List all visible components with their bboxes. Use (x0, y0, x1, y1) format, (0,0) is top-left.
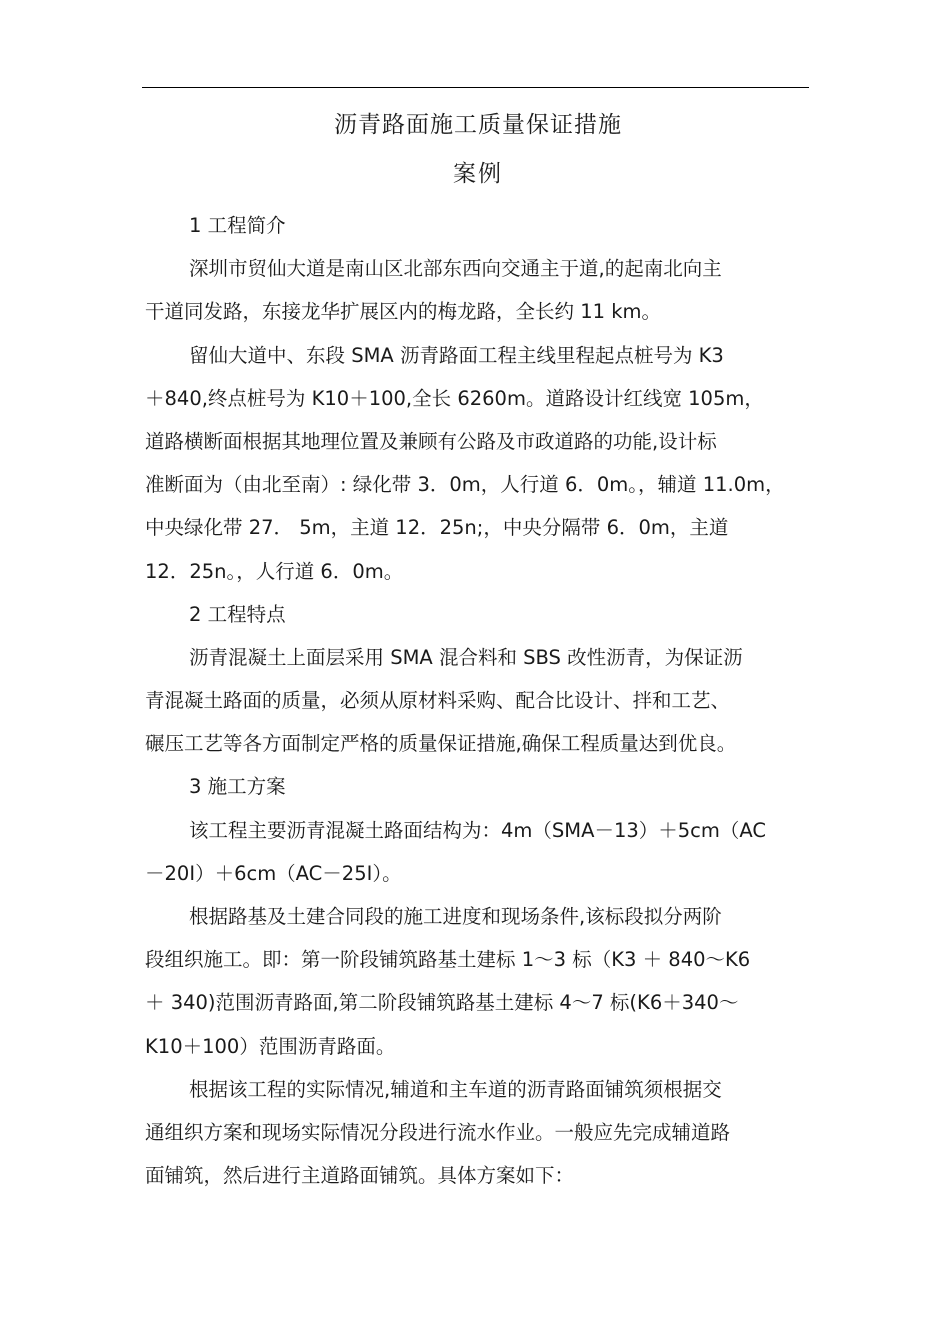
document-body (145, 100, 811, 1197)
paragraph (145, 636, 811, 766)
paragraph-line: 留仙大道中、东段 SMA 沥青路面工程主线里程起点桩号为 K3 (189, 343, 724, 367)
section-heading: 2 工程特点 (189, 602, 286, 626)
paragraph-line: 道路横断面根据其地理位置及兼顾有公路及市政道路的功能,设计标 (145, 429, 717, 453)
paragraph-line: 根据路基及土建合同段的施工进度和现场条件,该标段拟分两阶 (189, 905, 722, 929)
paragraph-line: 深圳市贸仙大道是南山区北部东西向交通主于道,的起南北向主 (189, 257, 722, 281)
paragraph-line: 碾压工艺等各方面制定严格的质量保证措施,确保工程质量达到优良。 (145, 732, 737, 756)
paragraph-line: 根据该工程的实际情况,辅道和主车道的沥青路面铺筑须根据交 (189, 1077, 722, 1101)
paragraph-line: 12．25n。，人行道 6．0m。 (145, 559, 404, 583)
paragraph-line: 通组织方案和现场实际情况分段进行流水作业。一般应先完成辅道路 (145, 1120, 731, 1144)
section-heading: 1 工程简介 (189, 214, 286, 237)
paragraph (145, 334, 811, 593)
paragraph-line: 沥青混凝土上面层采用 SMA 混合料和 SBS 改性沥青，为保证沥 (189, 645, 743, 669)
paragraph-line: 中央绿化带 27． 5m，主道 12．25n;，中央分隔带 6．0m，主道 (145, 516, 729, 540)
paragraph-line: 面铺筑，然后进行主道路面铺筑。具体方案如下： (145, 1164, 575, 1188)
document-title: 沥青路面施工质量保证措施 (334, 112, 622, 138)
paragraph (145, 247, 811, 333)
paragraph-line: K10＋100）范围沥青路面。 (145, 1034, 396, 1058)
paragraph-line: ＋840,终点桩号为 K10＋100,全长 6260m。道路设计红线宽 105m， (145, 386, 764, 410)
paragraph-line: 准断面为（由北至南）: 绿化带 3．0m，人行道 6．0m。，辅道 11.0m， (145, 473, 785, 497)
section-heading: 3 施工方案 (189, 775, 286, 799)
paragraph-line: 青混凝土路面的质量，必须从原材料采购、配合比设计、拌和工艺、 (145, 689, 731, 713)
paragraph-line: 该工程主要沥青混凝土路面结构为：4m（SMA－13）＋5cm（AC (189, 818, 766, 842)
paragraph-line: ＋ 340)范围沥青路面,第二阶段铺筑路基土建标 4～7 标(K6＋340～ (145, 991, 739, 1015)
paragraph (145, 809, 811, 895)
paragraph (145, 895, 811, 1068)
paragraph-line: －20I）＋6cm（AC－25I）。 (145, 861, 402, 885)
paragraph-line: 干道同发路，东接龙华扩展区内的梅龙路，全长约 11 km。 (145, 300, 661, 324)
header-rule (142, 87, 809, 88)
paragraph (145, 1068, 811, 1198)
document-subtitle: 案例 (453, 161, 503, 187)
paragraph-line: 段组织施工。即：第一阶段铺筑路基土建标 1～3 标（K3 ＋ 840～K6 (145, 948, 751, 972)
